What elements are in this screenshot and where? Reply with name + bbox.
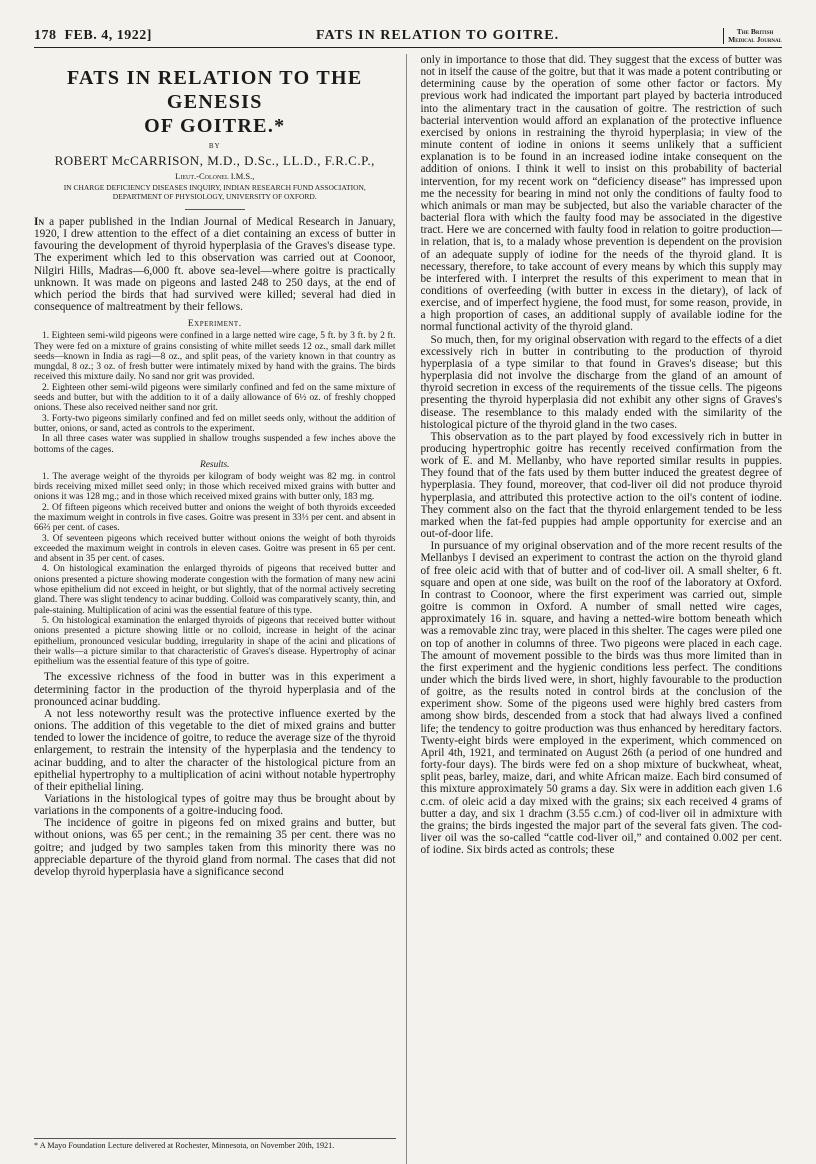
right-column <box>421 54 783 1164</box>
experiment-item: In all three cases water was supplied in shallow troughs suspended a few inches above the bottoms of the cages. <box>34 434 396 455</box>
results-list <box>34 472 396 668</box>
body-paragraph: A not less noteworthy result was the protective influence exerted by the onions. The addition of this vegetable to the diet of mixed grains and butter tended to lower the incidence of goitre, to reduce the average size of the thyroid enlargement, to restrain the intensity of the hyperplasia and the tendency to acinar budding, and to alter the character of the histological picture from an epithelial hypertrophy to a multiplication of acini without notable hypertrophy of their epithelial lining. <box>34 707 396 793</box>
body-paragraph: So much, then, for my original observation with regard to the effects of a diet excessively rich in butter in contributing to the production of thyroid hyperplasia of a type similar to that found in Graves's disease; but this hyperplasia did not involve the discharge from the gland of an amount of thyroid secretion in excess of the requirements of the tissue cells. The pigeons presenting the thyroid hyperplasia did not exhibit any other signs of Graves's disease. The resemblance to this malady ended with the similarity of the histological picture of the thyroid gland in the two cases. <box>420 333 782 431</box>
article-title <box>34 66 396 138</box>
experiment-item: 2. Eighteen other semi-wild pigeons were similarly confined and fed on the same mixture of seeds and butter, but with the addition to it of a daily allowance of 6½ oz. of freshly chopped onions. These also received neither sand nor grit. <box>34 382 396 414</box>
author-affiliation: IN CHARGE DEFICIENCY DISEASES INQUIRY, INDIAN RESEARCH FUND ASSOCIATION, DEPARTMENT OF PHYSIOLOGY, UNIVERSITY OF OXFORD. <box>63 183 366 201</box>
author-name: ROBERT McCARRISON, M.D., D.Sc., LL.D., F.R.C.P., <box>54 153 375 168</box>
article-title-line1: FATS IN RELATION TO THE GENESIS <box>66 67 363 113</box>
running-head <box>34 18 782 48</box>
experiment-item: 3. Forty-two pigeons similarly confined and fed on millet seeds only, without the addition of butter, onions, or sand, acted as controls to the experiment. <box>34 413 396 434</box>
author-rank: Lieut.-Colonel I.M.S., <box>175 171 255 181</box>
left-body-text <box>34 671 396 878</box>
journal-name-line1: The British <box>736 27 774 36</box>
results-item: 1. The average weight of the thyroids per kilogram of body weight was 82 mg. in control birds receiving mixed millet seed only; in those which received mixed grains with butter and onions it was 128 mg.; and in those which received mixed grains with butter only, 183 mg. <box>34 471 396 503</box>
body-paragraph: The incidence of goitre in pigeons fed on mixed grains and butter, but without onions, was 65 per cent.; in the remaining 35 per cent. there was no goitre; and judged by two samples taken from this minority there was no appreciable departure of the thyroid gland from normal. The cases that did not develop thyroid hyperplasia have a significance second <box>34 817 396 878</box>
results-item: 5. On histological examination the enlarged thyroids of pigeons that received butter without onions presented a picture showing little or no colloid, increase in height of the acinar epithelium, pronounced vesicular budding, irregularity in shape of the acini and plications of their walls—a picture similar to that characteristic of Graves's disease. Hypertrophy of acinar epithelium was the essential feature of this type of goitre. <box>34 615 396 668</box>
body-paragraph: only in importance to those that did. They suggest that the excess of butter was not in itself the cause of the goitre, but that it was made a potent contributing or determining cause by the operation of some other factor or factors. My previous work had indicated the important part played by bacteria introduced into the alimentary tract in the causation of goitre. The restriction of such bacterial intervention would afford an explanation of the protective influence exercised by onions in restraining the thyroid hyperplasia; in view of the minute content of iodine in onions it seems unlikely that a sufficient explanation is to be found in an increased iodine intake consequent on the addition of onions. I think it well to insist on this probability of bacterial intervention, for my recent work on “deficiency disease” has impressed upon me the necessity for bearing in mind not only the conditions of faulty food to which animals or man may be subjected, but also the variable character of the bacterial flora with which the faulty food may be associated in the digestive tract. Here we are concerned with faulty food in relation to goitre production—in relation, that is, to a malady whose prevention is dependent on the provision of an adequate supply of iodine for the needs of the thyroid gland. It is necessary, therefore, to take account of every means by which this supply may be interfered with. I interpret the results of this experiment to mean that in conditions of overfeeding (with butter in excess in the dietary), of lack of exercise, and of imperfect hygiene, the food must, for some reason, provide, in a high proportion of cases, an additional supply of available iodine for the normal functional activity of the thyroid gland. <box>420 54 782 334</box>
page-number: 178 <box>34 28 57 43</box>
body-paragraph: In pursuance of my original observation and of the more recent results of the Mellanbys I devised an experiment to contrast the action on the thyroid gland of free oleic acid with that of butter and of cod-liver oil. A small shelter, 6 ft. square and open at one side, was built on the roof of the laboratory at Oxford. In contrast to Coonoor, where the first experiment was carried out, simple goitre is common in Oxford. A number of small netted wire cages, approximately 16 in. square, and having a netted-wire bottom beneath which was a removable zinc tray, were placed in this shelter. The cages were piled one on top of another in columns of three. Two pigeons were placed in each cage. The amount of movement possible to the birds was thus more limited than in the first experiment and the hygienic conditions less perfect. The conditions under which the birds lived were, in short, highly favourable to the production of goitre, as the results noted in control birds at the conclusion of the experiment show. Some of the pigeons used were highly bred casters from among show birds, descended from a stock that had always lived a confined life; the tendency to goitre production was thus enhanced by hereditary factors. Twenty-eight birds were employed in the experiment, which commenced on April 4th, 1921, and terminated on August 26th (a period of one hundred and forty-four days). The birds were fed on a shop mixture of buckwheat, wheat, split peas, barley, maize, dari, and white African maize. Each bird consumed of this mixture approximately 50 grams a day. Six were in addition each given 1.6 c.cm. of oleic acid a day mixed with the grains; six each received 4 grams of butter a day, and six 1 drachm (3.55 c.cm.) of cod-liver oil in admixture with the grains; the birds ingested the major part of the several fats given. The cod-liver oil was the so-called “cattle cod-liver oil,” and contained 0.002 per cent. of iodine. Six birds acted as controls; these <box>420 540 782 857</box>
intro-paragraph <box>34 216 396 313</box>
byline-by: BY <box>208 142 221 150</box>
journal-name <box>723 28 782 44</box>
body-paragraph: Variations in the histological types of goitre may thus be brought about by variations in the components of a goitre-inducing food. <box>34 793 396 818</box>
article-title-line2: OF GOITRE.* <box>144 115 286 137</box>
left-column <box>34 54 407 1164</box>
intro-text: a paper published in the Indian Journal of Medical Research in January, 1920, I drew attention to the effect of a diet containing an excess of butter in favouring the development of thyroid hyperplasia of the Graves's disease type. The experiment which led to this observation was carried out at Coonoor, Nilgiri Hills, Madras—6,000 ft. above sea-level—where goitre is practically unknown. It was made on pigeons and lasted 248 to 250 days, at the end of which period the birds that had survived were killed; several had died in consequence of maltreatment by their fellows. <box>34 216 396 314</box>
journal-name-line2: Medical Journal <box>728 35 782 44</box>
page-number-and-date <box>34 28 152 44</box>
article-columns <box>34 54 782 1164</box>
results-item: 2. Of fifteen pigeons which received butter and onions the weight of both thyroids exceeded the maximum weight in controls in five cases. Goitre was present in 33⅓ per cent. and absent in 66⅔ per cent. of cases. <box>34 502 396 534</box>
experiment-list <box>34 331 396 455</box>
body-paragraph: The excessive richness of the food in butter was in this experiment a determining factor in the production of the thyroid hyperplasia and of the pronounced acinar budding. <box>34 671 396 708</box>
right-body-text <box>421 54 783 856</box>
footnote: * A Mayo Foundation Lecture delivered at Rochester, Minnesota, on November 20th, 1921. <box>34 1138 396 1150</box>
results-item: 3. Of seventeen pigeons which received butter without onions the weight of both thyroids exceeded the maximum weight in controls in eleven cases. Goitre was present in 65 per cent. and absent in 35 per cent. of cases. <box>34 533 396 565</box>
experiment-heading: Experiment. <box>187 319 242 330</box>
title-separator <box>185 209 245 210</box>
experiment-item: 1. Eighteen semi-wild pigeons were confined in a large netted wire cage, 5 ft. by 3 ft. by 2 ft. They were fed on a mixture of grains consisting of white millet seeds 12 oz., small dark millet seeds—known in India as ragi—8 oz., and split peas, of the variety known in that country as mungdal, 8 oz.; 3 oz. of fresh butter were intimately mixed by hand with the grains. The birds received this mixture daily. No sand nor grit was provided. <box>34 331 396 383</box>
intro-lead-word: In <box>34 216 45 228</box>
body-paragraph: This observation as to the part played by food excessively rich in butter in producing hypertrophic goitre has recently received confirmation from the work of E. and M. Mellanby, who have reported similar results in puppies. They found that of the fats used by them butter induced the greatest degree of hyperplasia. They found, moreover, that cod-liver oil did not produce thyroid hyperplasia, and attributed this protective action to the oil's content of iodine. They comment also on the fact that the thyroid enlargement tended to be less marked when the fat-fed puppies had ample opportunity for exercise and an out-of-door life. <box>420 430 782 541</box>
issue-date: FEB. 4, 1922] <box>64 28 152 43</box>
section-title: FATS IN RELATION TO GOITRE. <box>315 28 560 43</box>
intro-block <box>34 216 396 313</box>
results-heading: Results. <box>200 459 230 470</box>
results-item: 4. On histological examination the enlarged thyroids of pigeons that received butter and onions presented a picture showing moderate congestion with the formation of many new acini whose epithelium did not exceed in height, or but slightly, that of the normal actively secreting gland. There was slight tendency to acinar budding. Colloid was comparatively scanty, thin, and pale-staining. Multiplication of acini was the essential feature of this type. <box>34 564 396 616</box>
